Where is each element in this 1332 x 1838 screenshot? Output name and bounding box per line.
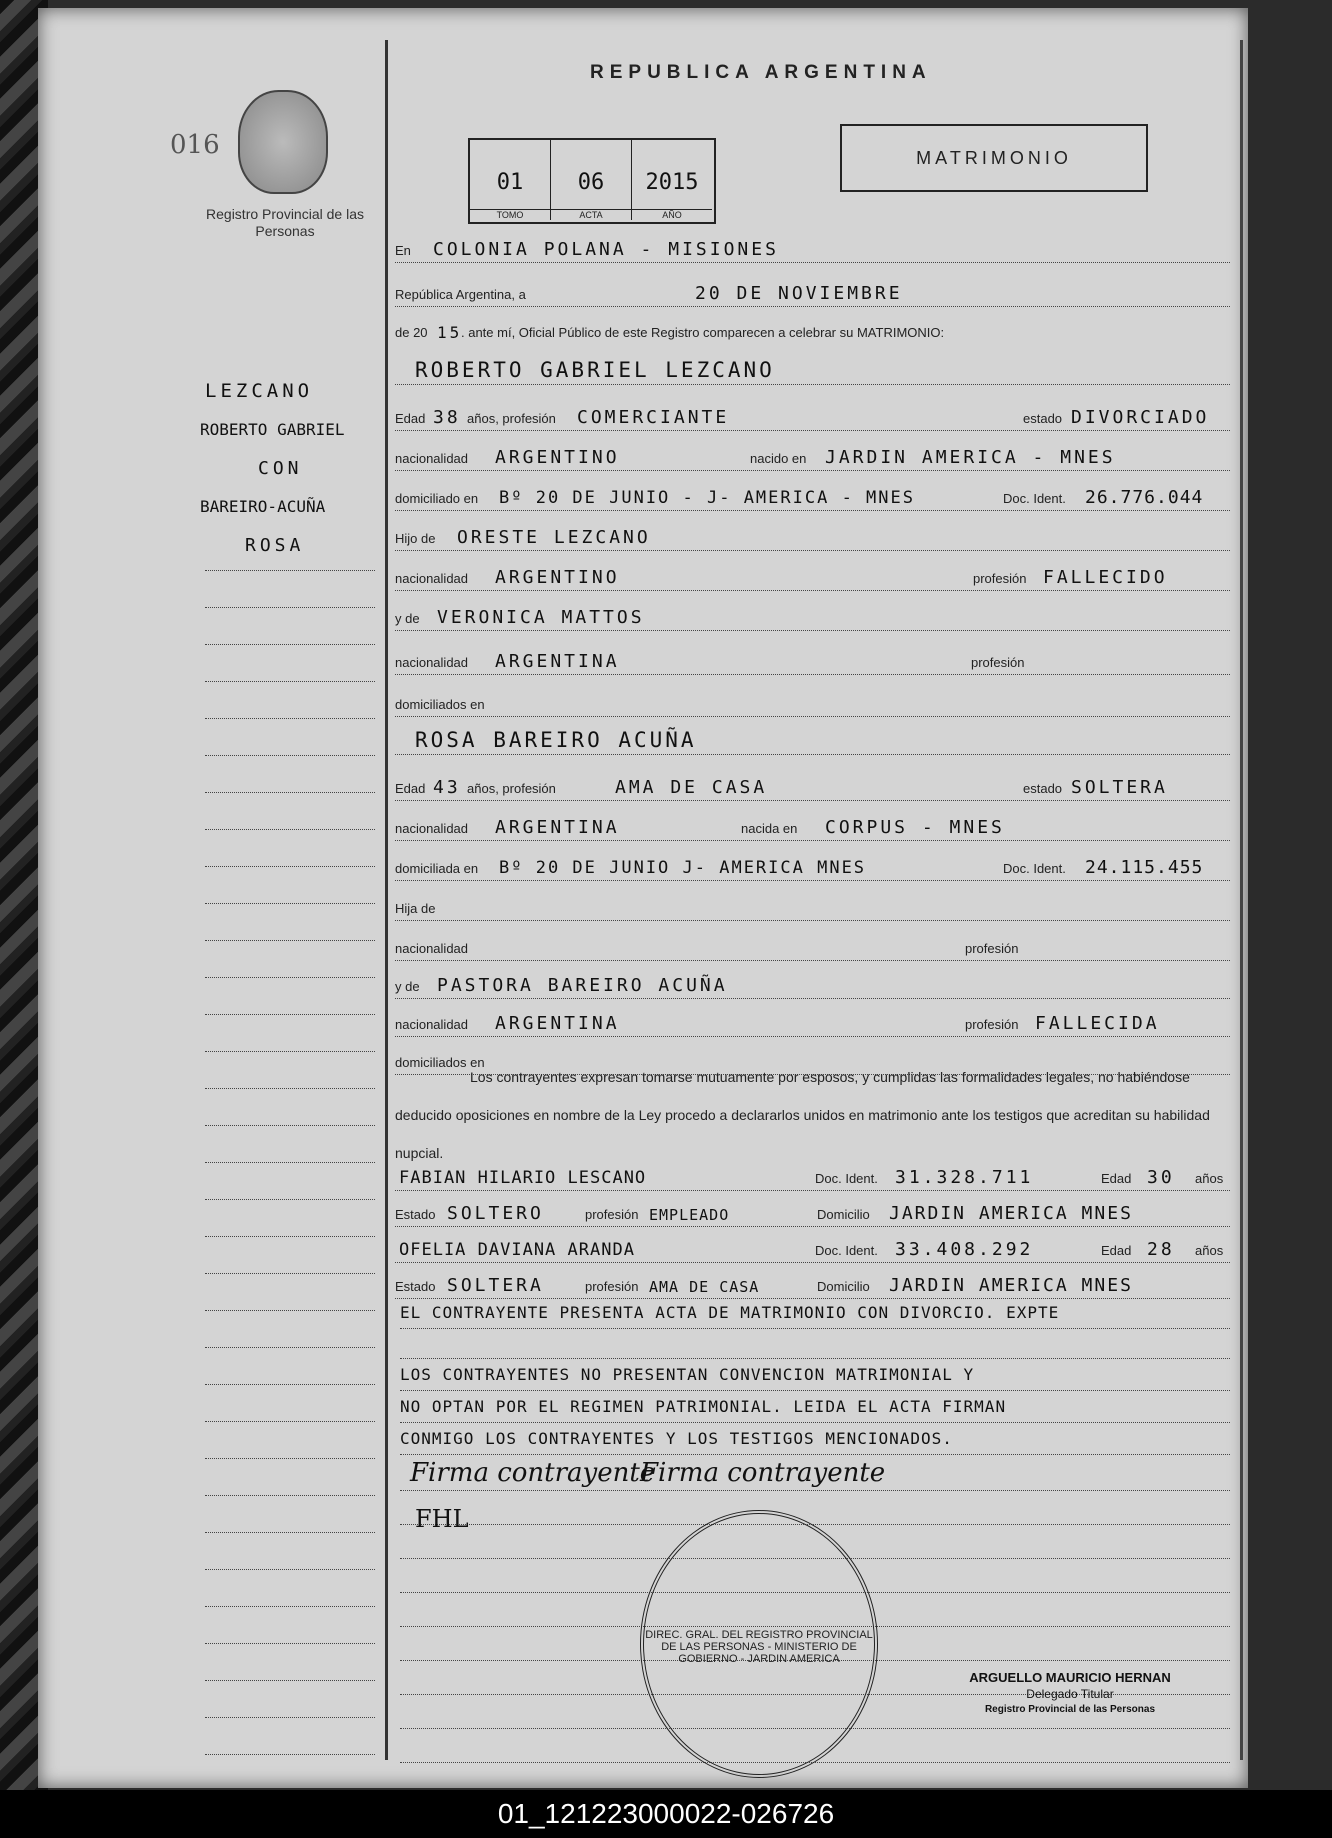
nacido-label: nacido en: [750, 451, 807, 466]
estado-label: Estado: [395, 1207, 436, 1222]
contrayente1-nombre-row: [395, 354, 1230, 385]
padre1-profesion: FALLECIDO: [1043, 567, 1168, 588]
y-de-label: y de: [395, 611, 420, 626]
acta-label: ACTA: [551, 209, 631, 220]
domicilio-label: Domicilio: [817, 1279, 870, 1294]
margin-divider: [385, 40, 388, 1760]
edad-label: Edad: [395, 411, 426, 426]
contrayente1-nacionalidad-row: [395, 440, 1230, 471]
contrayente1-nacionalidad: ARGENTINO: [495, 447, 620, 468]
contrayente2-nombre: ROSA BAREIRO ACUÑA: [415, 728, 697, 752]
margin-ruled-line: [205, 792, 375, 793]
contrayente1-madre-nac-row: [395, 644, 1230, 675]
margin-ruled-line: [205, 1384, 375, 1385]
testigo2-estado: SOLTERA: [447, 1275, 544, 1296]
margin-line-3: CON: [258, 458, 303, 479]
domicilio-label: Domicilio: [817, 1207, 870, 1222]
contrayente2-madre: PASTORA BAREIRO ACUÑA: [437, 975, 728, 996]
testigo2-profesion: AMA DE CASA: [649, 1278, 760, 1296]
estado-label: estado: [1023, 411, 1063, 426]
margin-ruled-line: [205, 1051, 375, 1052]
margin-ruled-line: [205, 1421, 375, 1422]
testigo2-domicilio: JARDIN AMERICA MNES: [889, 1275, 1133, 1296]
en-label: En: [395, 243, 411, 258]
nota-line: CONMIGO LOS CONTRAYENTES Y LOS TESTIGOS MENCIONADOS.: [400, 1424, 1230, 1455]
contrayente2-doc: 24.115.455: [1085, 857, 1204, 878]
margin-ruled-line: [205, 1680, 375, 1681]
margin-ruled-line: [205, 1273, 375, 1274]
testigo2-edad: 28: [1147, 1239, 1175, 1260]
body-ruled-line: [400, 1490, 1230, 1491]
margin-line-4: BAREIRO-ACUÑA: [200, 497, 326, 516]
margin-ruled-line: [205, 903, 375, 904]
scan-footer-code: 01_121223000022-026726: [0, 1790, 1332, 1838]
margin-ruled-line: [205, 1569, 375, 1570]
margin-ruled-line: [205, 1310, 375, 1311]
contrayente1-profesion: COMERCIANTE: [577, 407, 730, 428]
testigo1-row: [395, 1160, 1230, 1191]
right-border: [1240, 40, 1243, 1760]
fecha-value: 20 DE NOVIEMBRE: [695, 283, 903, 304]
nota-line: LOS CONTRAYENTES NO PRESENTAN CONVENCION MATRIMONIAL Y: [400, 1360, 1230, 1391]
domicilio-label: domiciliado en: [395, 491, 479, 506]
domiciliados-label: domiciliados en: [395, 1055, 485, 1070]
contrayente1-doc: 26.776.044: [1085, 487, 1204, 508]
contrayente2-domicilio: Bº 20 DE JUNIO J- AMERICA MNES: [499, 858, 867, 878]
contrayente1-padre: ORESTE LEZCANO: [457, 527, 651, 548]
domicilio-label: domiciliada en: [395, 861, 479, 876]
testigo2-estado-row: [395, 1268, 1230, 1299]
madre2-nacionalidad: ARGENTINA: [495, 1013, 620, 1034]
margin-ruled-line: [205, 1606, 375, 1607]
doc-label: Doc. Ident.: [815, 1243, 878, 1258]
testigo1-estado: SOLTERO: [447, 1203, 544, 1224]
margin-line-5: ROSA: [245, 535, 305, 556]
hijo-de-label: Hijo de: [395, 531, 436, 546]
intro-lugar-row: [395, 232, 1230, 263]
margin-ruled-line: [205, 1717, 375, 1718]
profesion-label: años, profesión: [467, 781, 556, 796]
republica-label: República Argentina, a: [395, 287, 526, 302]
registry-name: Registro Provincial de las Personas: [206, 206, 364, 239]
contrayente2-madre-nac-row: [395, 1006, 1230, 1037]
tomo-label: TOMO: [470, 209, 550, 220]
margin-ruled-line: [205, 1495, 375, 1496]
acta-cell: [551, 140, 632, 220]
contrayente2-nacida: CORPUS - MNES: [825, 817, 1005, 838]
contrayente1-padre-nac-row: [395, 560, 1230, 591]
testigo1-edad: 30: [1147, 1167, 1175, 1188]
profesion-label: profesión: [965, 1017, 1019, 1032]
margin-ruled-line: [205, 718, 375, 719]
contrayente1-madre: VERONICA MATTOS: [437, 607, 645, 628]
contrayente1-edad: 38: [433, 407, 461, 428]
comparecen-text: . ante mí, Oficial Público de este Registro comparecen a celebrar su MATRIMONIO:: [461, 325, 945, 340]
contrayente1-domicilio: Bº 20 DE JUNIO - J- AMERICA - MNES: [499, 488, 915, 508]
contrayente2-domicilio-row: [395, 850, 1230, 881]
intro-fecha-row: [395, 276, 1230, 307]
margin-ruled-line: [205, 829, 375, 830]
tomo-value: 01: [496, 170, 524, 195]
margin-ruled-line: [205, 681, 375, 682]
contrayente2-padre-nac-row: [395, 930, 1230, 961]
estado-label: estado: [1023, 781, 1063, 796]
profesion-label: profesión: [585, 1207, 639, 1222]
margin-ruled-line: [205, 1199, 375, 1200]
testigo2-doc: 33.408.292: [895, 1239, 1034, 1260]
domiciliados-label: domiciliados en: [395, 697, 485, 712]
margin-ruled-line: [205, 1347, 375, 1348]
contrayente1-madre-row: [395, 600, 1230, 631]
contrayente1-padre-row: [395, 520, 1230, 551]
contrayente1-edad-row: [395, 400, 1230, 431]
margin-ruled-line: [205, 755, 375, 756]
oficial-nombre: [955, 1670, 1185, 1686]
nota-line: [400, 1328, 1230, 1359]
document-title: REPUBLICA ARGENTINA: [590, 62, 932, 83]
document-type-box: MATRIMONIO: [840, 124, 1148, 192]
oficial-cargo: Delegado Titular: [1026, 1687, 1114, 1701]
tomo-cell: [470, 140, 551, 220]
margin-ruled-line: [205, 866, 375, 867]
signature-contrayente1: Firma contrayente: [410, 1458, 656, 1488]
intro-comparecen-row: [395, 314, 1230, 344]
margin-ruled-line: [205, 1236, 375, 1237]
nacionalidad-label: nacionalidad: [395, 941, 469, 956]
contrayente1-domicilio-row: [395, 480, 1230, 511]
lugar-value: COLONIA POLANA - MISIONES: [433, 239, 779, 260]
edad-label: Edad: [395, 781, 426, 796]
contrayente1-nacido: JARDIN AMERICA - MNES: [825, 447, 1116, 468]
nacionalidad-label: nacionalidad: [395, 451, 469, 466]
oficial-registro: Registro Provincial de las Personas: [984, 1704, 1156, 1715]
testigo1-profesion: EMPLEADO: [649, 1206, 730, 1224]
edad-label: Edad: [1101, 1171, 1132, 1186]
margin-ruled-line: [205, 570, 375, 571]
anios-label: años: [1195, 1243, 1224, 1258]
padre1-nacionalidad: ARGENTINO: [495, 567, 620, 588]
contrayente2-madre-row: [395, 968, 1230, 999]
nacionalidad-label: nacionalidad: [395, 1017, 469, 1032]
stamp-number: 016: [170, 130, 220, 160]
nota-line: EL CONTRAYENTE PRESENTA ACTA DE MATRIMONIO CON DIVORCIO. EXPTE: [400, 1298, 1230, 1329]
testigo1-doc: 31.328.711: [895, 1167, 1034, 1188]
margin-ruled-line: [205, 1088, 375, 1089]
doc-label: Doc. Ident.: [815, 1171, 878, 1186]
contrayente1-nombre: ROBERTO GABRIEL LEZCANO: [415, 358, 775, 382]
estado-label: Estado: [395, 1279, 436, 1294]
margin-ruled-line: [205, 607, 375, 608]
contrayente2-profesion: AMA DE CASA: [615, 777, 768, 798]
y-de-label: y de: [395, 979, 420, 994]
margin-ruled-line: [205, 1458, 375, 1459]
testigo2-nombre: OFELIA DAVIANA ARANDA: [399, 1240, 635, 1260]
contrayente2-padre-row: [395, 890, 1230, 921]
edad-label: Edad: [1101, 1243, 1132, 1258]
declaracion-text: Los contrayentes expresan tomarse mutuamente por esposos, y cumplidas las formalidades legales, no habiéndose deducido oposiciones en nombre de la Ley procedo a declararlos unidos en matrimonio ante los testigos que acreditan su habilidad nupcial.: [395, 1069, 1210, 1161]
madre2-profesion: FALLECIDA: [1035, 1013, 1160, 1034]
contrayente2-edad: 43: [433, 777, 461, 798]
margin-ruled-line: [205, 1125, 375, 1126]
profesion-label: años, profesión: [467, 411, 556, 426]
nacionalidad-label: nacionalidad: [395, 821, 469, 836]
profesion-label: profesión: [965, 941, 1019, 956]
contrayente1-estado: DIVORCIADO: [1071, 407, 1210, 428]
nota-line: NO OPTAN POR EL REGIMEN PATRIMONIAL. LEIDA EL ACTA FIRMAN: [400, 1392, 1230, 1423]
profesion-label: profesión: [971, 655, 1025, 670]
margin-ruled-line: [205, 1643, 375, 1644]
profesion-label: profesión: [585, 1279, 639, 1294]
margin-ruled-line: [205, 1532, 375, 1533]
margin-ruled-line: [205, 1162, 375, 1163]
nacida-label: nacida en: [741, 821, 798, 836]
contrayente2-estado: SOLTERA: [1071, 777, 1168, 798]
margin-ruled-line: [205, 1014, 375, 1015]
margin-ruled-line: [205, 940, 375, 941]
nacionalidad-label: nacionalidad: [395, 571, 469, 586]
testigo1-nombre: FABIAN HILARIO LESCANO: [399, 1168, 647, 1188]
ano-cell: [632, 140, 712, 220]
signature-testigo1: FHL: [415, 1505, 469, 1533]
margin-ruled-line: [205, 977, 375, 978]
tomo-acta-ano-table: [468, 138, 716, 224]
de-label: de 20: [395, 325, 428, 340]
contrayente1-dom-padres-row: [395, 686, 1230, 717]
ano-label: AÑO: [632, 209, 712, 220]
margin-line-1: LEZCANO: [205, 380, 314, 402]
anios-label: años: [1195, 1171, 1224, 1186]
signature-contrayente2: Firma contrayente: [640, 1458, 886, 1488]
doc-label: Doc. Ident.: [1003, 861, 1066, 876]
testigo2-row: [395, 1232, 1230, 1263]
testigo1-estado-row: [395, 1196, 1230, 1227]
testigo1-domicilio: JARDIN AMERICA MNES: [889, 1203, 1133, 1224]
nacionalidad-label: nacionalidad: [395, 655, 469, 670]
hija-de-label: Hija de: [395, 901, 436, 916]
ano-value: 2015: [645, 170, 699, 195]
margin-ruled-line: [205, 644, 375, 645]
margin-line-2: ROBERTO GABRIEL: [200, 420, 345, 439]
oficial-block: [955, 1670, 1185, 1718]
acta-value: 06: [577, 170, 605, 195]
official-seal-icon: [640, 1510, 878, 1778]
madre1-nacionalidad: ARGENTINA: [495, 651, 620, 672]
profesion-label: profesión: [973, 571, 1027, 586]
provincial-coat-of-arms-icon: [238, 90, 328, 194]
oficial-nombre-text: ARGUELLO MAURICIO HERNAN: [969, 1670, 1171, 1685]
seal-text: DIREC. GRAL. DEL REGISTRO PROVINCIAL DE LAS PERSONAS - MINISTERIO DE GOBIERNO - JARDIN AMERICA: [645, 1629, 873, 1665]
contrayente2-nacionalidad-row: [395, 810, 1230, 841]
contrayente2-edad-row: [395, 770, 1230, 801]
contrayente2-nombre-row: [395, 724, 1230, 755]
contrayente2-nacionalidad: ARGENTINA: [495, 817, 620, 838]
margin-ruled-line: [205, 1754, 375, 1755]
doc-label: Doc. Ident.: [1003, 491, 1066, 506]
anio-suffix: 15: [437, 323, 463, 342]
